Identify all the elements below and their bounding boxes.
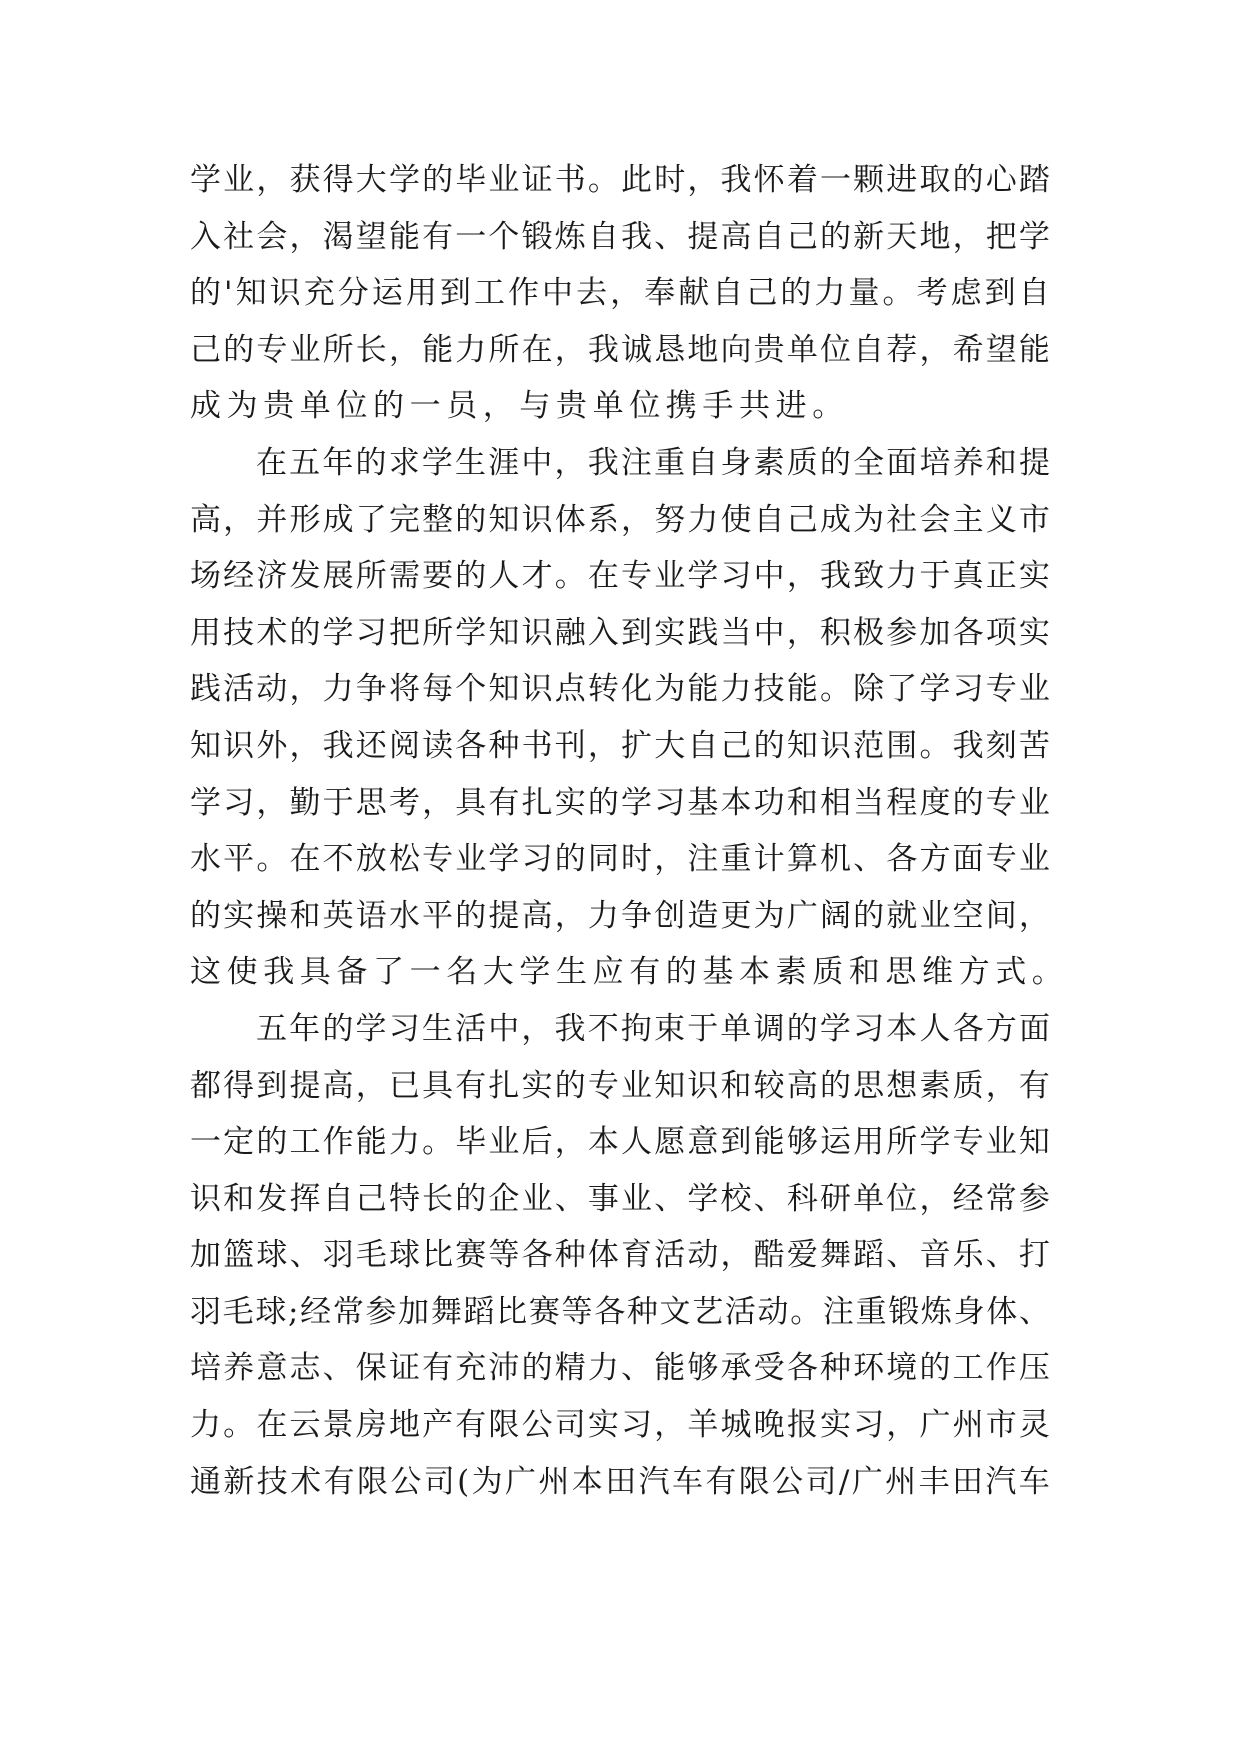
text-line: 的 ' 知 识 充 分 运 用 到 工 作 中 去 ， 奉 献 自 己 的 力 量 。 考 虑 到 自 bbox=[190, 275, 1050, 312]
text-line: 知 识 外 ， 我 还 阅 读 各 种 书 刊 ， 扩 大 自 己 的 知 识 范 围 。 我 刻 苦 bbox=[190, 727, 1050, 764]
text-line: 加 篮 球 、 羽 毛 球 比 赛 等 各 种 体 育 活 动 ， 酷 爱 舞 蹈 、 音 乐 、 打 bbox=[190, 1237, 1050, 1274]
text-line: 培 养 意 志 、 保 证 有 充 沛 的 精 力 、 能 够 承 受 各 种 环 境 的 工 作 压 bbox=[190, 1350, 1050, 1387]
text-line: 羽 毛 球 ; 经 常 参 加 舞 蹈 比 赛 等 各 种 文 艺 活 动 。 注 重 锻 炼 身 体 、 bbox=[190, 1293, 1050, 1330]
document-body bbox=[190, 152, 1069, 1510]
text-line: 成为贵单位的一员，与贵单位携手共进。 bbox=[190, 388, 849, 425]
text-line: 这使我具备了一名大学生应有的基本素质和思维方式。 bbox=[190, 954, 1069, 991]
text-line: 己 的 专 业 所 长 ， 能 力 所 在 ， 我 诚 恳 地 向 贵 单 位 自 荐 ， 希 望 能 bbox=[190, 331, 1050, 368]
text-line: 场 经 济 发 展 所 需 要 的 人 才 。 在 专 业 学 习 中 ， 我 致 力 于 真 正 实 bbox=[190, 558, 1050, 595]
paragraph-first-line: 在 五 年 的 求 学 生 涯 中 ， 我 注 重 自 身 素 质 的 全 面 培 养 和 提 bbox=[256, 444, 1050, 481]
text-line: 入 社 会 ， 渴 望 能 有 一 个 锻 炼 自 我 、 提 高 自 己 的 新 天 地 ， 把 学 bbox=[190, 218, 1050, 255]
text-line: 学 习 ， 勤 于 思 考 ， 具 有 扎 实 的 学 习 基 本 功 和 相 当 程 度 的 专 业 bbox=[190, 784, 1050, 821]
text-line: 高 ， 并 形 成 了 完 整 的 知 识 体 系 ， 努 力 使 自 己 成 为 社 会 主 义 市 bbox=[190, 501, 1050, 538]
text-line: 用 技 术 的 学 习 把 所 学 知 识 融 入 到 实 践 当 中 ， 积 极 参 加 各 项 实 bbox=[190, 614, 1050, 651]
text-line: 通 新 技 术 有 限 公 司 ( 为 广 州 本 田 汽 车 有 限 公 司 / 广 州 丰 田 汽 车 bbox=[190, 1463, 1050, 1500]
text-line: 识 和 发 挥 自 己 特 长 的 企 业 、 事 业 、 学 校 、 科 研 单 位 ， 经 常 参 bbox=[190, 1180, 1050, 1217]
text-line: 的 实 操 和 英 语 水 平 的 提 高 ， 力 争 创 造 更 为 广 阔 的 就 业 空 间 ， bbox=[190, 897, 1050, 934]
text-line: 践 活 动 ， 力 争 将 每 个 知 识 点 转 化 为 能 力 技 能 。 除 了 学 习 专 业 bbox=[190, 671, 1050, 708]
text-line: 都 得 到 提 高 ， 已 具 有 扎 实 的 专 业 知 识 和 较 高 的 思 想 素 质 ， 有 bbox=[190, 1067, 1050, 1104]
text-line: 一 定 的 工 作 能 力 。 毕 业 后 ， 本 人 愿 意 到 能 够 运 用 所 学 专 业 知 bbox=[190, 1124, 1050, 1161]
text-line: 学 业 ， 获 得 大 学 的 毕 业 证 书 。 此 时 ， 我 怀 着 一 颗 进 取 的 心 踏 bbox=[190, 162, 1050, 198]
text-line: 水 平 。 在 不 放 松 专 业 学 习 的 同 时 ， 注 重 计 算 机 、 各 方 面 专 业 bbox=[190, 841, 1050, 878]
paragraph-first-line: 五 年 的 学 习 生 活 中 ， 我 不 拘 束 于 单 调 的 学 习 本 人 各 方 面 bbox=[256, 1010, 1050, 1047]
text-line: 力 。 在 云 景 房 地 产 有 限 公 司 实 习 ， 羊 城 晚 报 实 习 ， 广 州 市 灵 bbox=[190, 1407, 1050, 1444]
